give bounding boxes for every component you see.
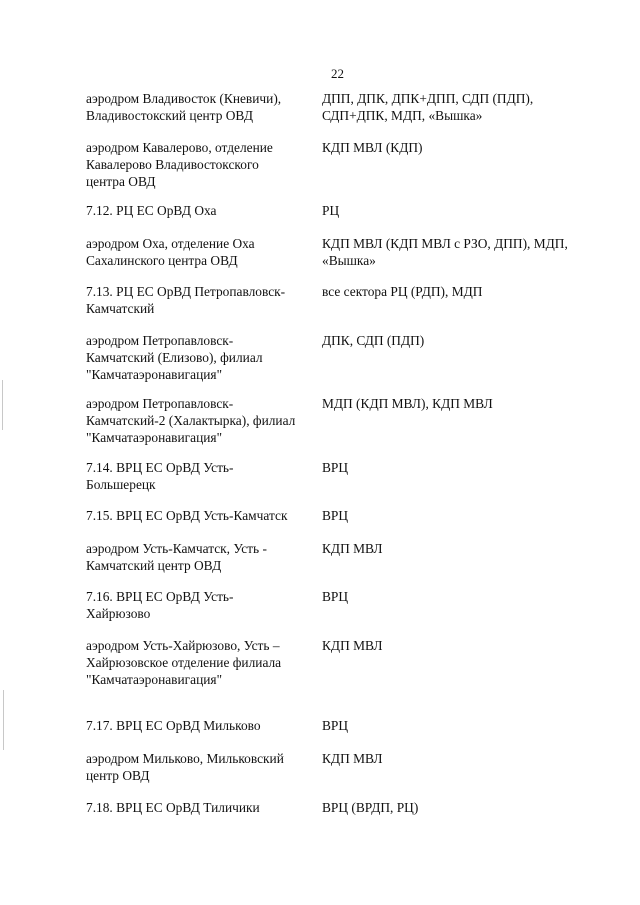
facility-name: 7.15. ВРЦ ЕС ОрВД Усть-Камчатск	[86, 508, 288, 523]
facility-name: аэродром Кавалерово, отделение Кавалерово Владивостокского центра ОВД	[86, 140, 273, 190]
service-units: МДП (КДП МВЛ), КДП МВЛ	[322, 396, 493, 411]
facility-name: 7.12. РЦ ЕС ОрВД Оха	[86, 203, 217, 218]
service-units: РЦ	[322, 203, 340, 218]
facility-name: аэродром Усть-Камчатск, Усть - Камчатский центр ОВД	[86, 541, 267, 574]
facility-name: аэродром Петропавловск- Камчатский-2 (Халактырка), филиал "Камчатаэронавигация"	[86, 396, 296, 446]
facility-name: 7.14. ВРЦ ЕС ОрВД Усть- Большерецк	[86, 460, 234, 493]
page-number: 22	[331, 66, 344, 81]
facility-name: 7.13. РЦ ЕС ОрВД Петропавловск- Камчатский	[86, 284, 286, 317]
facility-name: аэродром Петропавловск- Камчатский (Елизово), филиал "Камчатаэронавигация"	[86, 333, 263, 383]
facility-name: аэродром Мильково, Мильковский центр ОВД	[86, 751, 284, 784]
scan-edge-mark	[2, 380, 3, 430]
service-units: ВРЦ (ВРДП, РЦ)	[322, 800, 419, 815]
service-units: КДП МВЛ (КДП)	[322, 140, 423, 155]
service-units: ВРЦ	[322, 589, 349, 604]
facility-name: 7.17. ВРЦ ЕС ОрВД Мильково	[86, 718, 261, 733]
facility-name: аэродром Усть-Хайрюзово, Усть – Хайрюзовское отделение филиала "Камчатаэронавигация"	[86, 638, 282, 688]
service-units: ДПК, СДП (ПДП)	[322, 333, 425, 348]
service-units: КДП МВЛ (КДП МВЛ с РЗО, ДПП), МДП, «Вышка»	[322, 236, 568, 269]
facility-name: 7.16. ВРЦ ЕС ОрВД Усть- Хайрюзово	[86, 589, 234, 622]
facility-name: аэродром Оха, отделение Оха Сахалинского центра ОВД	[86, 236, 255, 269]
scan-edge-mark	[3, 690, 4, 750]
facility-name: аэродром Владивосток (Кневичи), Владивостокский центр ОВД	[86, 91, 282, 124]
facility-name: 7.18. ВРЦ ЕС ОрВД Тиличики	[86, 800, 260, 815]
service-units: ВРЦ	[322, 508, 349, 523]
service-units: ВРЦ	[322, 718, 349, 733]
service-units: ДПП, ДПК, ДПК+ДПП, СДП (ПДП), СДП+ДПК, МДП, «Вышка»	[322, 91, 534, 124]
service-units: КДП МВЛ	[322, 638, 383, 653]
service-units: ВРЦ	[322, 460, 349, 475]
service-units: все сектора РЦ (РДП), МДП	[322, 284, 483, 299]
service-units: КДП МВЛ	[322, 751, 383, 766]
service-units: КДП МВЛ	[322, 541, 383, 556]
